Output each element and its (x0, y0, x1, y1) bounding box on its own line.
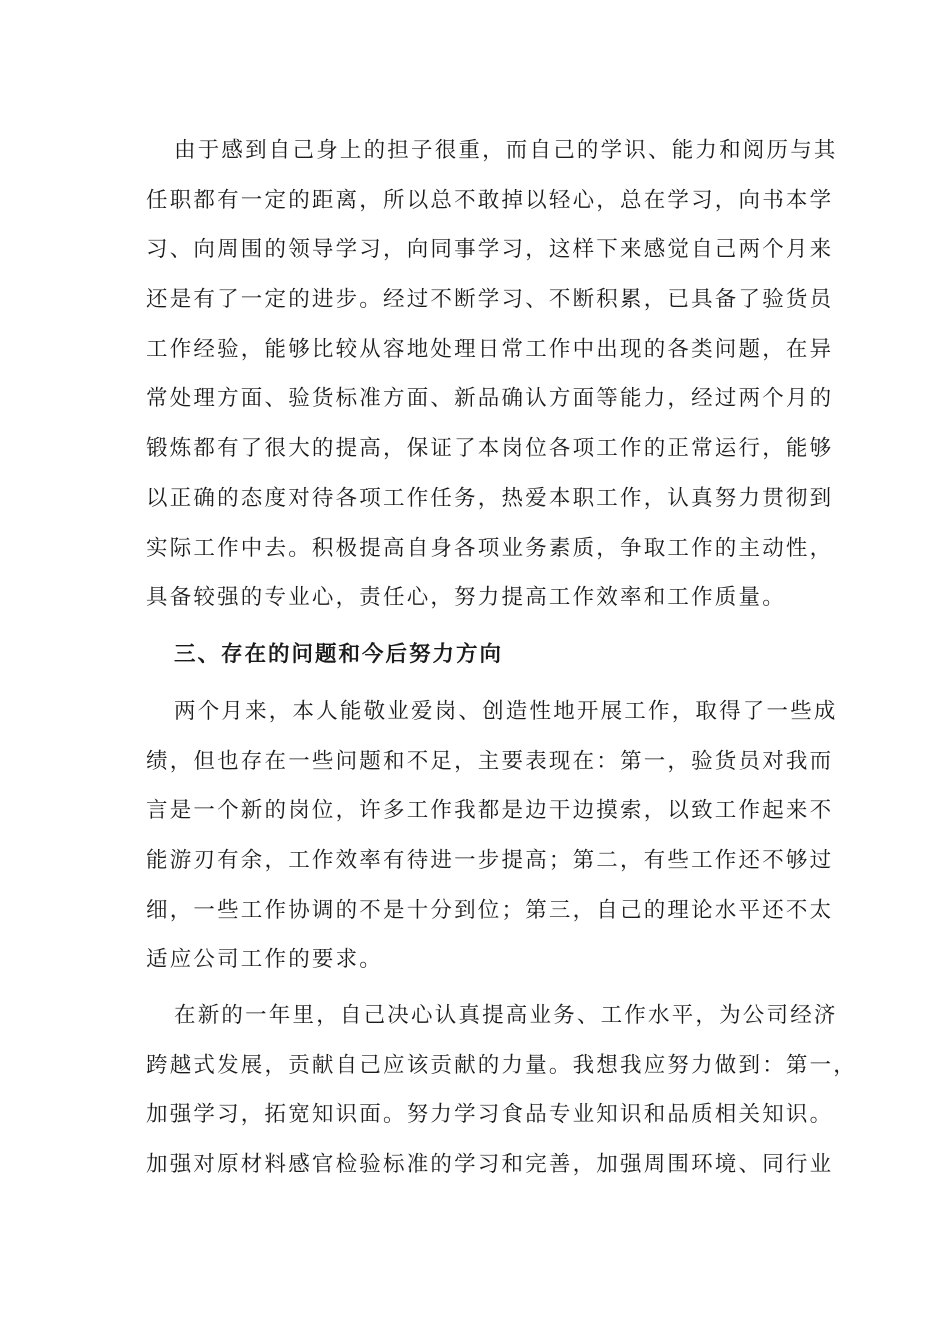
text-line: 习、向周围的领导学习，向同事学习，这样下来感觉自己两个月来 (146, 237, 834, 263)
text-line: 实际工作中去。积极提高自身各项业务素质，争取工作的主动性， (146, 535, 834, 561)
section-heading: 三、存在的问题和今后努力方向 (174, 641, 504, 667)
text-line: 工作经验，能够比较从容地处理日常工作中出现的各类问题，在异 (146, 336, 834, 362)
text-line: 加强对原材料感官检验标准的学习和完善，加强周围环境、同行业 (146, 1152, 834, 1178)
text-line: 锻炼都有了很大的提高，保证了本岗位各项工作的正常运行，能够 (146, 436, 834, 462)
text-line: 由于感到自己身上的担子很重，而自己的学识、能力和阅历与其 (174, 138, 838, 163)
text-line: 能游刃有余，工作效率有待进一步提高；第二，有些工作还不够过 (146, 847, 834, 873)
text-line: 绩，但也存在一些问题和不足，主要表现在：第一，验货员对我而 (146, 748, 834, 774)
paragraph-problems (146, 687, 838, 985)
text-line: 跨越式发展，贡献自己应该贡献的力量。我想我应努力做到：第一， (146, 1052, 858, 1078)
paragraph-experience (146, 126, 838, 623)
text-line: 言是一个新的岗位，许多工作我都是边干边摸索，以致工作起来不 (146, 798, 834, 824)
document-body (146, 126, 858, 1190)
text-line: 加强学习，拓宽知识面。努力学习食品专业知识和品质相关知识。 (146, 1102, 834, 1128)
text-line: 以正确的态度对待各项工作任务，热爱本职工作，认真努力贯彻到 (146, 485, 834, 511)
text-line: 常处理方面、验货标准方面、新品确认方面等能力，经过两个月的 (146, 386, 834, 412)
text-line: 两个月来，本人能敬业爱岗、创造性地开展工作，取得了一些成 (174, 698, 838, 724)
paragraph-plans (146, 991, 858, 1190)
text-line: 任职都有一定的距离，所以总不敢掉以轻心，总在学习，向书本学 (146, 187, 834, 213)
text-line: 具备较强的专业心，责任心，努力提高工作效率和工作质量。 (146, 585, 786, 611)
text-line: 还是有了一定的进步。经过不断学习、不断积累，已具备了验货员 (146, 287, 834, 313)
text-line: 适应公司工作的要求。 (146, 947, 384, 973)
text-line: 在新的一年里，自己决心认真提高业务、工作水平，为公司经济 (174, 1003, 838, 1028)
text-line: 细，一些工作协调的不是十分到位；第三，自己的理论水平还不太 (146, 897, 834, 923)
